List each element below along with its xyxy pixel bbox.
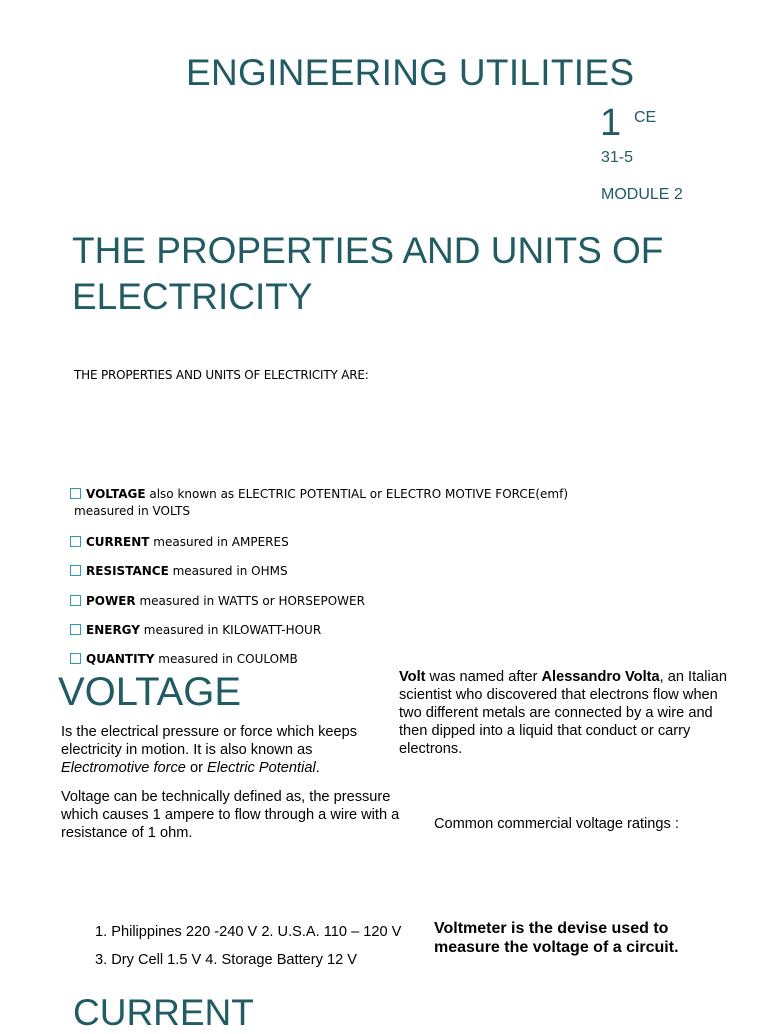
checkbox-bullet-icon	[70, 536, 81, 547]
voltmeter-text: Voltmeter is the devise used to measure the voltage of a circuit.	[434, 920, 679, 956]
checkbox-bullet-icon	[70, 624, 81, 635]
voltage-ratings-list: 1. Philippines 220 -240 V 2. U.S.A. 110 – 120 V 3. Dry Cell 1.5 V 4. Storage Battery 12 V	[95, 924, 402, 968]
intro-text: THE PROPERTIES AND UNITS OF ELECTRICITY ARE:	[74, 368, 369, 382]
checkbox-bullet-icon	[70, 653, 81, 664]
volt-origin-text: Volt was named after Alessandro Volta, an Italian scientist who discovered that electrons flow when two different metals are connected by a wire and then dipped into a liquid that conduct or carry electrons.	[399, 669, 727, 757]
course-suffix: CE	[634, 109, 657, 126]
module-label: MODULE 2	[601, 186, 683, 203]
voltage-heading: VOLTAGE	[58, 670, 242, 714]
section-code: 31-5	[601, 149, 634, 166]
common-ratings-label: Common commercial voltage ratings :	[434, 816, 679, 832]
checkbox-bullet-icon	[70, 565, 81, 576]
checkbox-bullet-icon	[70, 595, 81, 606]
property-current: CURRENT measured in AMPERES	[70, 535, 289, 549]
main-heading: THE PROPERTIES AND UNITS OF ELECTRICITY	[72, 230, 664, 317]
voltage-technical-definition: Voltage can be technically defined as, the pressure which causes 1 ampere to flow through a wire with a resistance of 1 ohm.	[61, 789, 400, 841]
document-title: ENGINEERING UTILITIES	[186, 52, 635, 93]
checkbox-bullet-icon	[70, 488, 81, 499]
property-voltage-continued: measured in VOLTS	[74, 504, 190, 518]
property-resistance: RESISTANCE measured in OHMS	[70, 564, 288, 578]
voltage-definition: Is the electrical pressure or force which keeps electricity in motion. It is also known as Electromotive force or Electric Potential.	[61, 724, 358, 776]
property-energy: ENERGY measured in KILOWATT-HOUR	[70, 623, 321, 637]
property-power: POWER measured in WATTS or HORSEPOWER	[70, 594, 365, 608]
course-number: 1	[600, 102, 622, 144]
property-quantity: QUANTITY measured in COULOMB	[70, 652, 298, 666]
current-heading: CURRENT	[73, 992, 254, 1033]
property-voltage: VOLTAGE also known as ELECTRIC POTENTIAL or ELECTRO MOTIVE FORCE(emf)	[70, 487, 568, 501]
